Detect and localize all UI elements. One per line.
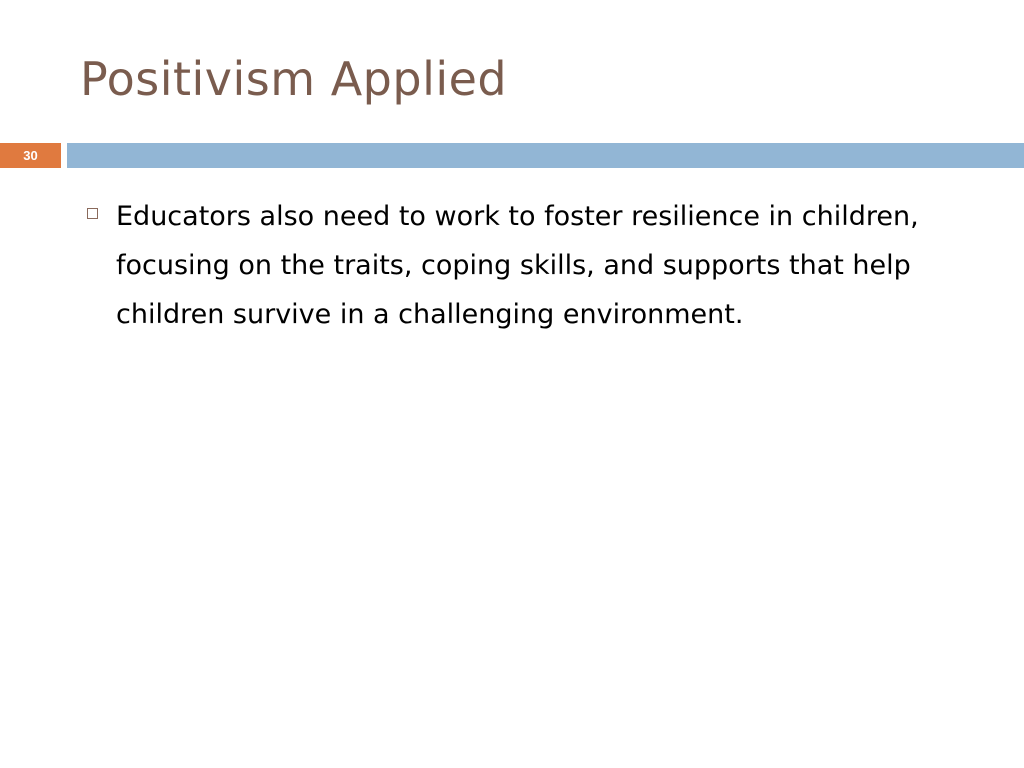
bullet-text: Educators also need to work to foster resilience in children, focusing on the traits, coping skills, and supports that help children survive in a challenging environment.	[116, 201, 919, 330]
hollow-square-bullet-icon	[87, 208, 98, 219]
bullet-item	[83, 192, 983, 339]
slide-content	[83, 192, 983, 339]
slide-title: Positivism Applied	[80, 52, 508, 106]
title-accent-bar	[67, 143, 1024, 168]
slide-number: 30	[0, 143, 61, 168]
